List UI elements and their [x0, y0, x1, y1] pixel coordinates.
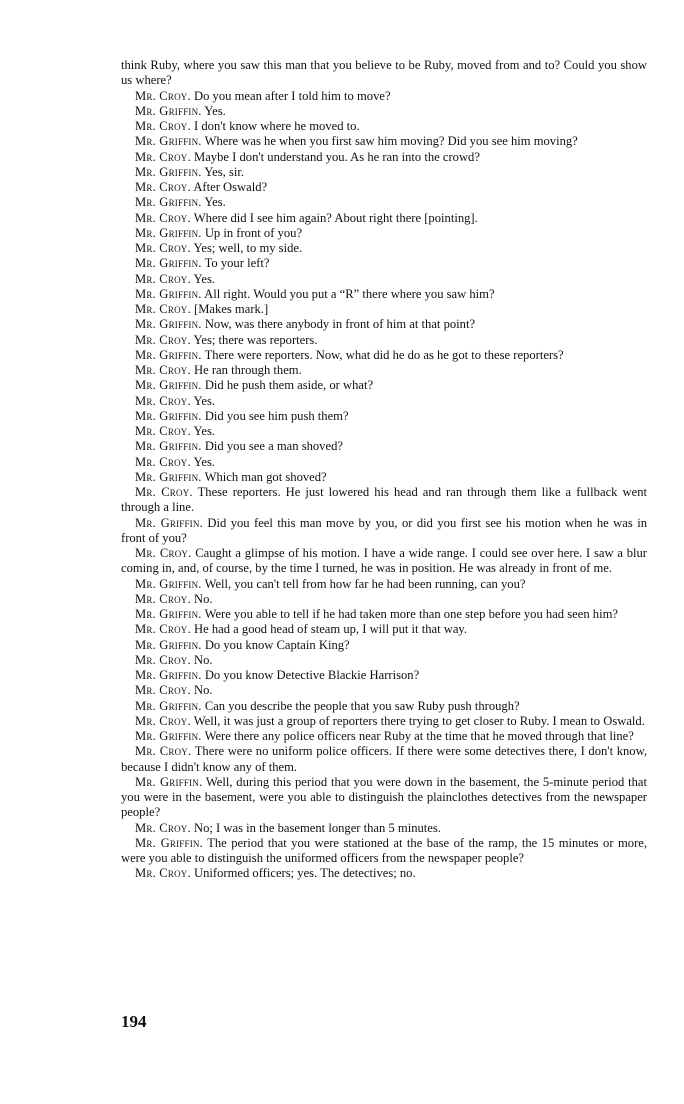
speech-text: Did he push them aside, or what?	[204, 378, 374, 393]
speech-text: think Ruby, where you saw this man that you believe to be Ruby, moved from and to? Could you show us where?	[121, 58, 647, 88]
speech-text: Do you mean after I told him to move?	[194, 88, 391, 103]
transcript-paragraph	[121, 272, 647, 287]
transcript-paragraph	[121, 302, 647, 317]
speech-text: Do you know Captain King?	[204, 637, 350, 652]
speech-text: Yes.	[193, 454, 216, 469]
speech-text: Did you see him push them?	[204, 408, 349, 423]
speech-text: Caught a glimpse of his motion. I have a wide range. I could see over here. I saw a blur coming in, and, of course, by the time I turned, he was in position. He was already in front of me.	[121, 546, 647, 576]
page-number: 194	[121, 1012, 147, 1031]
transcript-paragraph	[121, 744, 647, 775]
speaker-label: Mr. Griffin.	[135, 347, 202, 362]
transcript-paragraph	[121, 638, 647, 653]
transcript-paragraph	[121, 58, 647, 89]
transcript-paragraph	[121, 439, 647, 454]
transcript-paragraph	[121, 866, 647, 881]
speech-text: No.	[194, 683, 213, 698]
transcript-paragraph	[121, 455, 647, 470]
speaker-label: Mr. Griffin.	[135, 317, 202, 332]
transcript-paragraph	[121, 211, 647, 226]
transcript-paragraph	[121, 241, 647, 256]
speaker-label: Mr. Croy.	[135, 866, 191, 881]
speaker-label: Mr. Croy.	[135, 302, 191, 316]
speech-text: No; I was in the basement longer than 5 minutes.	[194, 820, 441, 835]
transcript-paragraph	[121, 348, 647, 363]
transcript-paragraph	[121, 729, 647, 744]
speaker-label: Mr. Croy.	[135, 424, 191, 438]
speaker-label: Mr. Croy.	[135, 454, 191, 469]
speaker-label: Mr. Griffin.	[135, 668, 202, 682]
speech-text: Uniformed officers; yes. The detectives; no.	[194, 866, 416, 881]
transcript-paragraph	[121, 485, 647, 516]
speaker-label: Mr. Croy.	[135, 820, 191, 835]
speaker-label: Mr. Griffin.	[135, 408, 202, 423]
speech-text: Can you describe the people that you saw Ruby push through?	[204, 698, 520, 713]
transcript-paragraph	[121, 821, 647, 836]
transcript-paragraph	[121, 134, 647, 149]
speech-text: These reporters. He just lowered his head and ran through them like a fullback went through a line.	[121, 485, 647, 515]
transcript-paragraph	[121, 317, 647, 332]
speech-text: Yes, sir.	[204, 164, 245, 179]
speech-text: No.	[194, 652, 213, 667]
transcript-paragraph	[121, 653, 647, 668]
speech-text: Well, you can't tell from how far he had been running, can you?	[204, 576, 526, 591]
speech-text: Yes.	[193, 393, 216, 408]
speech-text: To your left?	[204, 256, 270, 271]
transcript-paragraph	[121, 409, 647, 424]
speaker-label: Mr. Griffin.	[135, 698, 202, 713]
speaker-label: Mr. Griffin.	[135, 256, 202, 271]
speaker-label: Mr. Croy.	[135, 393, 191, 408]
transcript-paragraph	[121, 394, 647, 409]
transcript-paragraph	[121, 775, 647, 821]
speech-text: There were reporters. Now, what did he do as he got to these reporters?	[204, 347, 564, 362]
speaker-label: Mr. Croy.	[135, 622, 191, 637]
speech-text: All right. Would you put a “R” there where you saw him?	[204, 286, 495, 301]
transcript-paragraph	[121, 150, 647, 165]
transcript-paragraph	[121, 577, 647, 592]
speaker-label: Mr. Croy.	[135, 332, 191, 347]
speaker-label: Mr. Griffin.	[135, 378, 202, 393]
speaker-label: Mr. Griffin.	[135, 576, 202, 591]
speech-text: Yes; well, to my side.	[193, 241, 303, 255]
transcript-paragraph	[121, 256, 647, 271]
speaker-label: Mr. Griffin.	[135, 774, 203, 789]
speaker-label: Mr. Croy.	[135, 88, 191, 103]
speaker-label: Mr. Croy.	[135, 683, 191, 698]
transcript-paragraph	[121, 195, 647, 210]
speech-text: Were you able to tell if he had taken more than one step before you had seen him?	[204, 607, 618, 621]
speech-text: Yes.	[204, 103, 226, 118]
speech-text: After Oswald?	[193, 180, 268, 194]
speech-text: Yes.	[193, 424, 216, 438]
transcript-body	[121, 58, 647, 882]
transcript-paragraph	[121, 683, 647, 698]
speaker-label: Mr. Croy.	[135, 485, 193, 499]
transcript-paragraph	[121, 592, 647, 607]
speaker-label: Mr. Croy.	[135, 713, 191, 728]
speaker-label: Mr. Croy.	[135, 591, 191, 606]
transcript-paragraph	[121, 363, 647, 378]
speech-text: Well, it was just a group of reporters there trying to get closer to Ruby. I mean to Oswald.	[193, 713, 645, 728]
speaker-label: Mr. Griffin.	[135, 835, 203, 850]
speech-text: Where did I see him again? About right there [pointing].	[193, 210, 478, 225]
speech-text: Up in front of you?	[204, 225, 303, 240]
speaker-label: Mr. Griffin.	[135, 103, 202, 118]
transcript-paragraph	[121, 378, 647, 393]
speaker-label: Mr. Griffin.	[135, 469, 202, 484]
transcript-paragraph	[121, 89, 647, 104]
speaker-label: Mr. Griffin.	[135, 439, 202, 454]
transcript-paragraph	[121, 622, 647, 637]
speech-text: Do you know Detective Blackie Harrison?	[204, 668, 420, 682]
speaker-label: Mr. Griffin.	[135, 637, 202, 652]
speaker-label: Mr. Croy.	[135, 241, 191, 255]
speaker-label: Mr. Griffin.	[135, 195, 202, 210]
transcript-paragraph	[121, 165, 647, 180]
speech-text: He had a good head of steam up, I will put it that way.	[194, 622, 468, 637]
speech-text: Did you feel this man move by you, or did you first see his motion when he was in front of you?	[121, 515, 647, 545]
speaker-label: Mr. Griffin.	[135, 225, 202, 240]
transcript-paragraph	[121, 104, 647, 119]
speech-text: Now, was there anybody in front of him at that point?	[204, 317, 476, 332]
speech-text: Yes; there was reporters.	[193, 332, 318, 347]
transcript-paragraph	[121, 180, 647, 195]
speech-text: Did you see a man shoved?	[204, 439, 343, 454]
speech-text: The period that you were stationed at the base of the ramp, the 15 minutes or more, were you able to distinguish the uniformed officers from the newspaper people?	[121, 835, 647, 865]
speaker-label: Mr. Croy.	[135, 149, 191, 164]
transcript-paragraph	[121, 668, 647, 683]
speech-text: No.	[194, 591, 213, 606]
speaker-label: Mr. Griffin.	[135, 729, 202, 743]
speaker-label: Mr. Croy.	[135, 210, 191, 225]
speaker-label: Mr. Croy.	[135, 363, 191, 377]
speaker-label: Mr. Croy.	[135, 744, 192, 759]
speaker-label: Mr. Croy.	[135, 119, 191, 133]
transcript-paragraph	[121, 607, 647, 622]
speaker-label: Mr. Griffin.	[135, 515, 203, 530]
speech-text: There were no uniform police officers. If there were some detectives there, I don't know, because I didn't know any of them.	[121, 744, 648, 774]
speech-text: He ran through them.	[194, 363, 302, 377]
transcript-paragraph	[121, 424, 647, 439]
speaker-label: Mr. Croy.	[135, 271, 191, 286]
speech-text: Maybe I don't understand you. As he ran into the crowd?	[194, 149, 480, 164]
transcript-paragraph	[121, 333, 647, 348]
transcript-paragraph	[121, 470, 647, 485]
speaker-label: Mr. Griffin.	[135, 164, 202, 179]
transcript-paragraph	[121, 714, 647, 729]
speech-text: Yes.	[204, 195, 226, 210]
transcript-paragraph	[121, 119, 647, 134]
transcript-paragraph	[121, 516, 647, 547]
transcript-paragraph	[121, 287, 647, 302]
speaker-label: Mr. Croy.	[135, 180, 191, 194]
speech-text: Were there any police officers near Ruby at the time that he moved through that line?	[204, 729, 634, 743]
speech-text: I don't know where he moved to.	[194, 119, 360, 133]
speaker-label: Mr. Griffin.	[135, 286, 202, 301]
speaker-label: Mr. Griffin.	[135, 607, 202, 621]
speaker-label: Mr. Griffin.	[135, 134, 202, 149]
transcript-paragraph	[121, 699, 647, 714]
transcript-paragraph	[121, 546, 647, 577]
speaker-label: Mr. Croy.	[135, 546, 192, 560]
speech-text: Where was he when you first saw him moving? Did you see him moving?	[204, 134, 578, 149]
speech-text: Well, during this period that you were down in the basement, the 5-minute period that you were in the basement, were you able to distinguish the plainclothes detectives from the newspaper people?	[121, 774, 647, 820]
speech-text: [Makes mark.]	[194, 302, 269, 316]
speech-text: Which man got shoved?	[204, 469, 327, 484]
speaker-label: Mr. Croy.	[135, 652, 191, 667]
transcript-paragraph	[121, 836, 647, 867]
transcript-paragraph	[121, 226, 647, 241]
speech-text: Yes.	[193, 271, 216, 286]
